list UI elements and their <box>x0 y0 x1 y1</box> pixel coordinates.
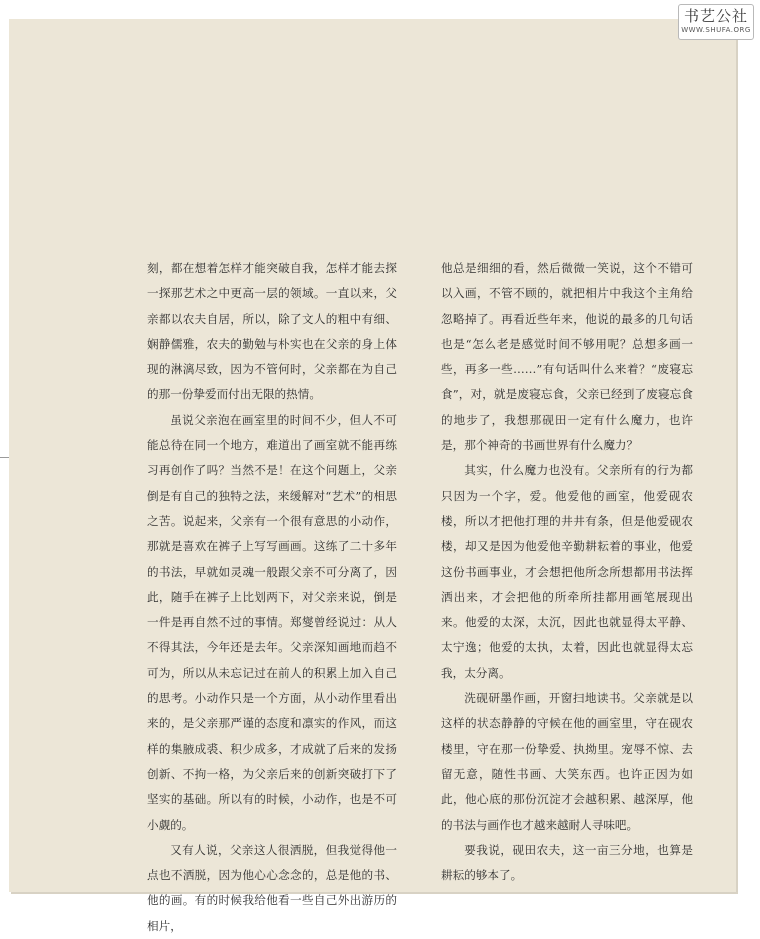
paragraph: 洗砚研墨作画，开窗扫地读书。父亲就是以这样的状态静静的守候在他的画室里，守在砚农楼里，守在那一份挚爱、执拗里。宠辱不惊、去留无意，随性书画、大笑东西。也许正因为如此，他心底的那份沉淀才会越积累、越深厚，他的书法与画作也才越来越耐人寻味吧。 <box>441 691 693 832</box>
paragraph: 他总是细细的看，然后微微一笑说，这个不错可以入画，不管不顾的，就把相片中我这个主角给忽略掉了。再看近些年来，他说的最多的几句话也是“怎么老是感觉时间不够用呢？总想多画一些，再多一些……”有句话叫什么来着？“废寝忘食”，对，就是废寝忘食，父亲已经到了废寝忘食的地步了，我想那砚田一定有什么魔力，也许是，那个神奇的书画世界有什么魔力？ <box>441 261 693 453</box>
paragraph: 刻，都在想着怎样才能突破自我，怎样才能去探一探那艺术之中更高一层的领域。一直以来，父亲都以农夫自居，所以，除了文人的粗中有细、娴静儒雅，农夫的勤勉与朴实也在父亲的身上体现的淋漓尽致，因为不管何时，父亲都在为自己的那一份挚爱而付出无限的热情。 <box>147 261 397 402</box>
magazine-page <box>9 19 736 933</box>
paragraph: 虽说父亲泡在画室里的时间不少，但人不可能总待在同一个地方，难道出了画室就不能再练习再创作了吗？当然不是！在这个问题上，父亲倒是有自己的独特之法，来缓解对“艺术”的相思之苦。说起来，父亲有一个很有意思的小动作，那就是喜欢在裤子上写写画画。这练了二十多年的书法，早就如灵魂一般跟父亲不可分离了，因此，随手在裤子上比划两下，对父亲来说，倒是一件是再自然不过的事情。郑燮曾经说过：从人不得其法，今年还是去年。父亲深知画地而趋不可为，所以从未忘记过在前人的积累上加入自己的思考。小动作只是一个方面，从小动作里看出来的，是父亲那严谨的态度和凛实的作风，而这样的集腋成裘、积少成多，才成就了后来的发扬创新、不拘一格，为父亲后来的创新突破打下了坚实的基础。所以有的时候，小动作，也是不可小觑的。 <box>147 412 397 832</box>
paragraph: 要我说，砚田农夫，这一亩三分地，也算是耕耘的够本了。 <box>441 842 693 883</box>
crop-mark <box>0 457 9 458</box>
article-column-left <box>147 256 397 939</box>
article-column-right <box>441 256 693 888</box>
paragraph: 其实，什么魔力也没有。父亲所有的行为都只因为一个字，爱。他爱他的画室，他爱砚农楼，所以才把他打理的井井有条，但是他爱砚农楼，却又是因为他爱他辛勤耕耘着的事业，他爱这份书画事业，才会想把他所念所想都用书法挥洒出来，才会把他的所牵所挂都用画笔展现出来。他爱的太深，太沉，因此也就显得太平静、太宁逸；他爱的太执，太着，因此也就显得太忘我，太分离。 <box>441 463 693 680</box>
watermark-logo <box>678 4 754 40</box>
logo-url: WWW.SHUFA.ORG <box>681 26 751 34</box>
logo-text: 书艺公社 <box>683 7 748 25</box>
paragraph: 又有人说，父亲这人很洒脱，但我觉得他一点也不洒脱，因为他心心念念的，总是他的书、他的画。有的时候我给他看一些自己外出游历的相片， <box>147 842 397 933</box>
